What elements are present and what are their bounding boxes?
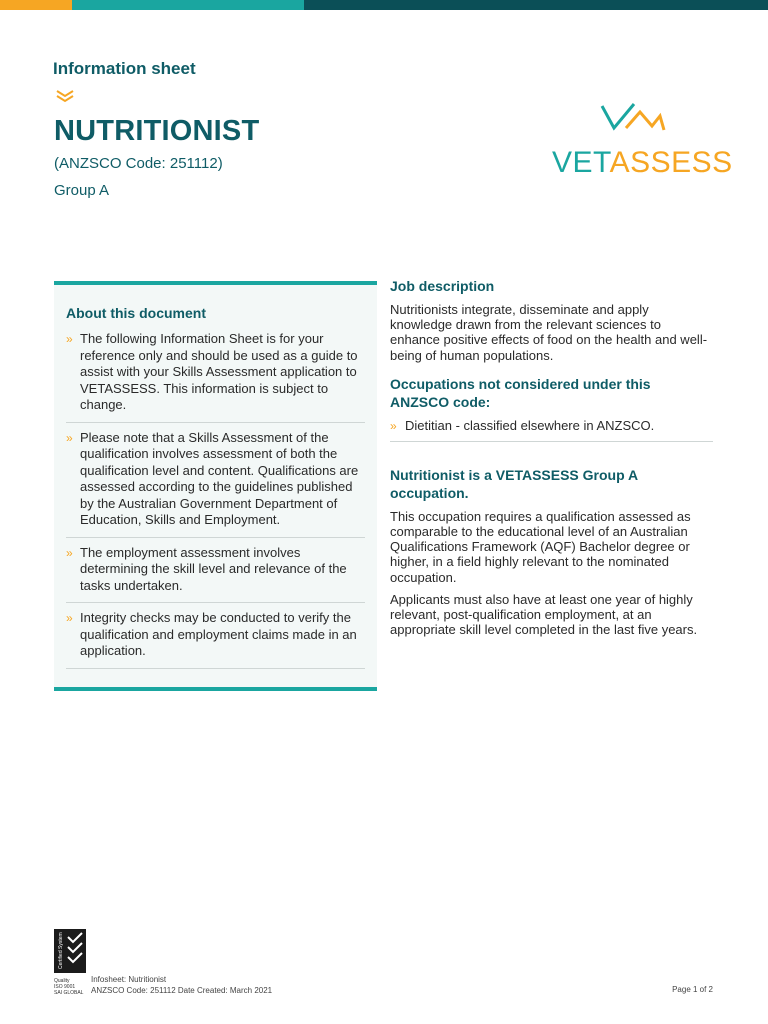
top-bar-dark-teal <box>304 0 768 10</box>
about-item-text: The employment assessment involves determining the skill level and relevance of the tasks undertaken. <box>80 544 347 593</box>
job-description-text: Nutritionists integrate, disseminate and apply knowledge drawn from the relevant sciences to enhance positive effects of food on the health and well-being of human populations. <box>390 302 708 363</box>
about-item-text: Integrity checks may be conducted to verify the qualification and employment claims made in an application. <box>80 610 357 658</box>
vetassess-logo <box>552 102 733 180</box>
about-item <box>66 610 365 669</box>
bullet-icon: » <box>390 418 397 433</box>
about-item-text: The following Information Sheet is for your reference only and should be used as a guide to assist with your Skills Assessment application to VETASSESS. This information is subject to change. <box>80 331 358 412</box>
occupation-item-text: Dietitian - classified elsewhere in ANZSCO. <box>405 417 655 433</box>
badge-sai: SAI GLOBAL <box>54 990 84 996</box>
logo-assess: ASSESS <box>609 146 733 179</box>
occupation-item <box>390 418 713 442</box>
top-color-bar <box>0 0 768 10</box>
about-item <box>66 430 365 538</box>
top-bar-teal <box>72 0 304 10</box>
logo-mark-icon <box>600 102 666 144</box>
badge-vertical-text: Certified System <box>58 932 64 969</box>
certification-badge <box>54 929 86 996</box>
logo-wordmark <box>552 146 733 180</box>
about-panel <box>54 281 377 691</box>
bullet-icon: » <box>66 332 73 346</box>
bullet-icon: » <box>66 611 73 625</box>
group-label: Group A <box>54 182 110 199</box>
footer-line-1: Infosheet: Nutritionist <box>91 975 167 984</box>
occupations-heading: Occupations not considered under this ANZSCO code: <box>390 375 651 410</box>
badge-iso: ISO 9001 <box>54 984 76 990</box>
footer-info <box>91 975 272 996</box>
job-description-heading: Job description <box>390 278 495 294</box>
logo-vet: VET <box>552 146 610 179</box>
group-a-paragraph-1: This occupation requires a qualification assessed as comparable to the educational level of an Australian Qualifications Framework (AQF) Bachelor degree or higher, in a field highly relevant to the nominated occupation. <box>390 508 691 585</box>
badge-quality: Quality <box>54 978 70 984</box>
top-bar-orange <box>0 0 72 10</box>
double-chevron-down-icon <box>55 89 75 103</box>
bullet-icon: » <box>66 545 73 560</box>
group-a-heading: Nutritionist is a VETASSESS Group A occupation. <box>390 466 638 501</box>
footer-line-2: ANZSCO Code: 251112 Date Created: March 2021 <box>91 985 273 995</box>
content-column <box>390 277 713 644</box>
page-number: Page 1 of 2 <box>672 985 713 994</box>
about-item <box>66 331 365 423</box>
bullet-icon: » <box>66 430 73 445</box>
about-item <box>66 545 365 604</box>
certified-system-icon <box>54 929 86 973</box>
document-type: Information sheet <box>53 59 196 78</box>
page-title: NUTRITIONIST <box>54 115 260 147</box>
about-heading: About this document <box>66 305 206 321</box>
about-item-text: Please note that a Skills Assessment of the qualification involves assessment of both the qualification level and content. Qualifications are assessed according to the guidelines published by the Australian Government Department of Education, Skills and Employment. <box>80 429 359 527</box>
anzsco-code: (ANZSCO Code: 251112) <box>54 155 223 172</box>
group-a-paragraph-2: Applicants must also have at least one year of highly relevant, post-qualification employment, at an appropriate skill level completed in the last five years. <box>390 591 698 638</box>
